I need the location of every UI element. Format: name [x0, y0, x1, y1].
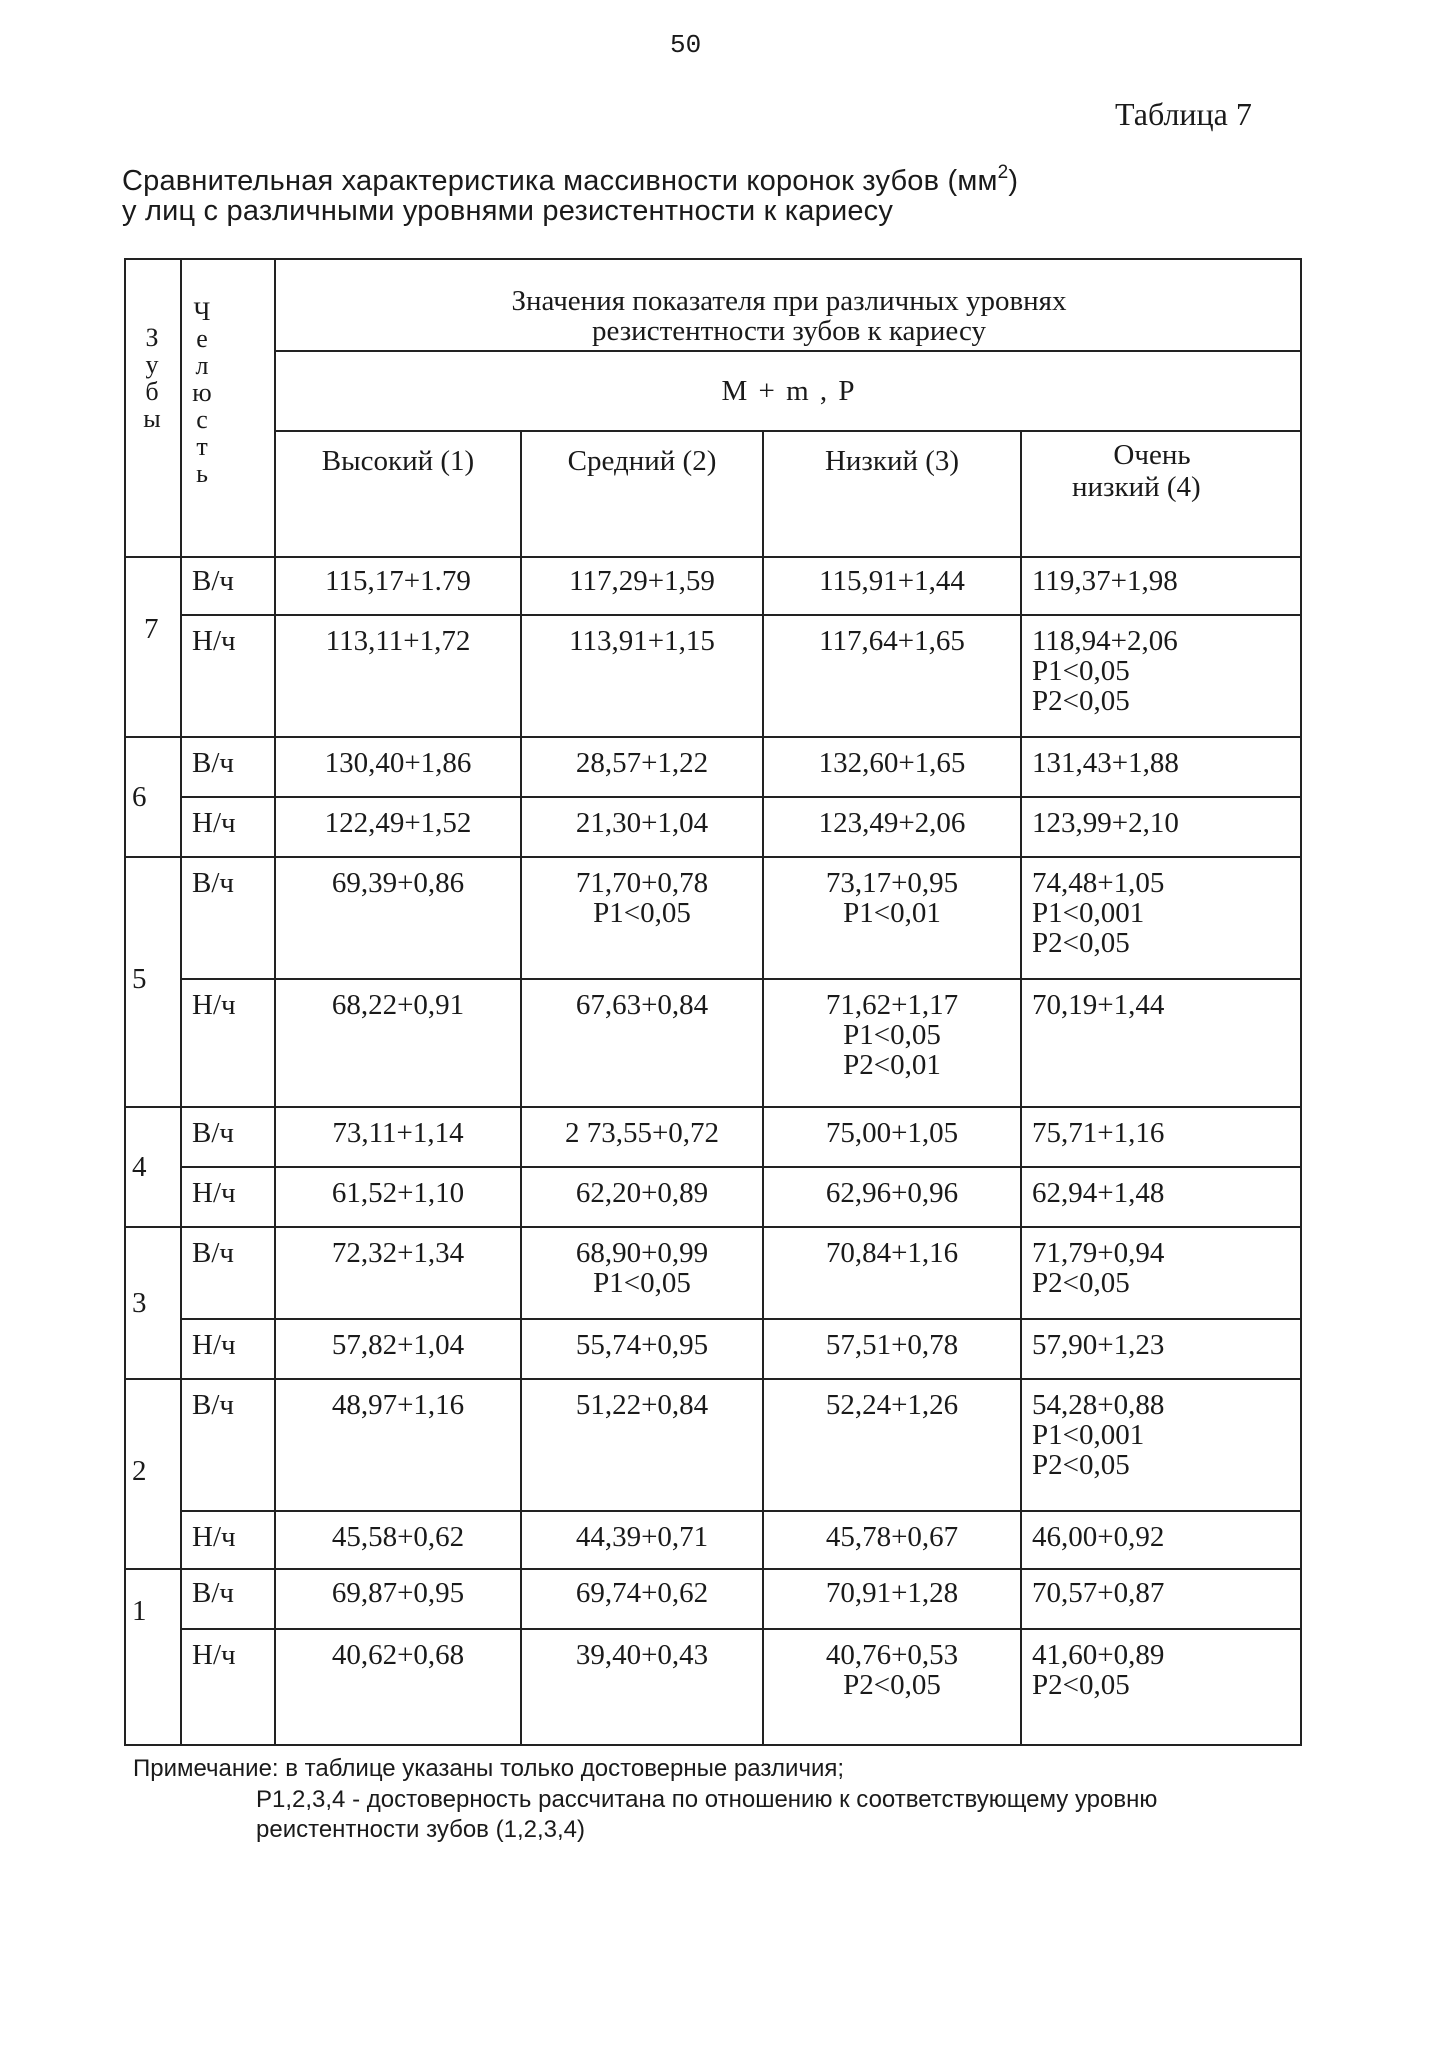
caption-line-2: у лиц с различными уровнями резистентности к кариесу — [122, 195, 894, 227]
value-cell — [764, 990, 1020, 1080]
value-cell — [276, 626, 520, 656]
value-text: 69,74+0,62 — [575, 1577, 709, 1609]
p-value-text: Р2<0,05 — [1032, 1669, 1130, 1701]
header-divider-2 — [274, 430, 1302, 432]
value-cell — [764, 626, 1020, 656]
jaw-cell: Н/ч — [192, 625, 236, 657]
value-cell — [276, 1118, 520, 1148]
tooth-number: 1 — [132, 1595, 147, 1627]
value-text: 62,96+0,96 — [825, 1177, 959, 1209]
value-text: 68,90+0,99 — [575, 1237, 709, 1269]
value-text: 51,22+0,84 — [575, 1389, 709, 1421]
p-value-text: Р2<0,05 — [1032, 685, 1130, 717]
value-text: 54,28+0,88 — [1032, 1389, 1165, 1421]
value-text: 41,60+0,89 — [1032, 1639, 1165, 1671]
p-value-text: Р1<0,05 — [1032, 655, 1130, 687]
value-cell — [522, 1390, 762, 1420]
value-cell — [522, 990, 762, 1020]
value-cell — [764, 808, 1020, 838]
value-text: 115,17+1.79 — [325, 565, 471, 597]
value-cell — [276, 566, 520, 596]
jaw-cell: В/ч — [192, 1389, 234, 1421]
jaw-cell: В/ч — [192, 1117, 234, 1149]
value-text: 113,91+1,15 — [569, 625, 715, 657]
value-cell — [522, 1238, 762, 1298]
tooth-column-divider — [180, 260, 182, 1746]
value-cell — [1032, 748, 1179, 778]
value-cell — [276, 1522, 520, 1552]
level-very-low-header-2: низкий (4) — [1072, 471, 1201, 503]
value-cell — [764, 1640, 1020, 1700]
value-cell — [276, 868, 520, 898]
value-text: 69,87+0,95 — [331, 1577, 465, 1609]
value-text: 131,43+1,88 — [1032, 747, 1179, 779]
p-value-text: Р2<0,01 — [843, 1049, 941, 1081]
value-text: 70,91+1,28 — [825, 1577, 959, 1609]
level-high-header: Высокий (1) — [321, 445, 475, 477]
p-value-text: Р2<0,05 — [1032, 1449, 1130, 1481]
value-text: 117,29+1,59 — [569, 565, 715, 597]
value-text: 57,90+1,23 — [1032, 1329, 1165, 1361]
value-cell — [1032, 1118, 1164, 1148]
value-cell — [522, 566, 762, 596]
level-low-header: Низкий (3) — [824, 445, 960, 477]
value-text: 44,39+0,71 — [575, 1521, 709, 1553]
value-text: 118,94+2,06 — [1032, 625, 1178, 657]
caption-line-1: Сравнительная характеристика массивности коронок зубов $(мм^2)$ — [122, 162, 1019, 197]
jaw-cell: Н/ч — [192, 1521, 236, 1553]
value-text: 70,84+1,16 — [825, 1237, 959, 1269]
p-value-text: Р2<0,05 — [1032, 927, 1130, 959]
value-cell — [764, 1118, 1020, 1148]
jaw-cell: Н/ч — [192, 807, 236, 839]
value-text: 71,62+1,17 — [825, 989, 959, 1021]
value-text: 123,49+2,06 — [818, 807, 966, 839]
value-cell — [522, 1118, 762, 1148]
value-text: 73,17+0,95 — [825, 867, 959, 899]
tooth-number: 5 — [132, 963, 147, 995]
jaw-cell: В/ч — [192, 565, 234, 597]
value-cell — [764, 1390, 1020, 1420]
p-value-text: Р1<0,05 — [593, 897, 691, 929]
value-text: 40,76+0,53 — [825, 1639, 959, 1671]
teeth-header: З у б ы — [143, 323, 161, 433]
value-cell — [764, 566, 1020, 596]
footnote-detail: Р1,2,3,4 - достоверность рассчитана по отношению к соответствующему уровню реистентности зубов (1,2,3,4) — [256, 1786, 1158, 1843]
value-cell — [764, 1330, 1020, 1360]
value-cell — [1032, 1390, 1164, 1480]
value-text: 40,62+0,68 — [331, 1639, 465, 1671]
jaw-cell: В/ч — [192, 1237, 234, 1269]
value-cell — [522, 626, 762, 656]
value-text: 119,37+1,98 — [1032, 565, 1178, 597]
value-text: 46,00+0,92 — [1032, 1521, 1165, 1553]
main-header-line-2: резистентности зубов к кариесу — [592, 315, 986, 347]
value-cell — [764, 1522, 1020, 1552]
value-cell — [1032, 808, 1179, 838]
value-cell — [522, 1578, 762, 1608]
jaw-cell: В/ч — [192, 867, 234, 899]
value-cell — [764, 748, 1020, 778]
value-cell — [276, 1578, 520, 1608]
table-label: Таблица 7 — [1115, 96, 1252, 132]
value-text: 132,60+1,65 — [818, 747, 966, 779]
table-caption — [122, 162, 1019, 227]
value-text: 117,64+1,65 — [819, 625, 965, 657]
jaw-cell: Н/ч — [192, 989, 236, 1021]
value-text: 71,79+0,94 — [1032, 1237, 1165, 1269]
jaw-cell: Н/ч — [192, 1177, 236, 1209]
value-cell — [1032, 1578, 1164, 1608]
value-cell — [276, 1330, 520, 1360]
value-cell — [522, 1640, 762, 1670]
footnote: Примечание: в таблице указаны только достоверные различия; — [133, 1755, 845, 1782]
value-cell — [522, 868, 762, 928]
value-text: 69,39+0,86 — [331, 867, 465, 899]
tooth-number: 7 — [144, 613, 159, 645]
header-divider-1 — [274, 350, 1302, 352]
value-text: 123,99+2,10 — [1032, 807, 1179, 839]
value-cell — [1032, 1640, 1164, 1700]
jaw-cell: Н/ч — [192, 1639, 236, 1671]
col-divider-3 — [1020, 430, 1022, 1746]
value-cell — [522, 1330, 762, 1360]
tooth-number: 3 — [132, 1287, 147, 1319]
value-text: 70,57+0,87 — [1032, 1577, 1165, 1609]
value-text: 122,49+1,52 — [324, 807, 472, 839]
p-value-text: Р2<0,05 — [1032, 1267, 1130, 1299]
value-cell — [764, 1238, 1020, 1268]
value-text: 39,40+0,43 — [575, 1639, 709, 1671]
value-cell — [522, 1522, 762, 1552]
value-cell — [1032, 1238, 1164, 1298]
page-number: 50 — [670, 30, 702, 60]
value-cell — [1032, 566, 1178, 596]
jaw-header: Ч е л ю с т ь — [192, 297, 212, 488]
jaw-cell: Н/ч — [192, 1329, 236, 1361]
value-text: 62,20+0,89 — [575, 1177, 709, 1209]
data-table — [124, 258, 1302, 1746]
value-text: 28,57+1,22 — [575, 747, 709, 779]
value-text: 52,24+1,26 — [825, 1389, 959, 1421]
value-text: 21,30+1,04 — [575, 807, 709, 839]
p-value-text: Р1<0,001 — [1032, 897, 1145, 929]
value-text: 67,63+0,84 — [575, 989, 709, 1021]
value-text: 70,19+1,44 — [1032, 989, 1165, 1021]
value-cell — [276, 1238, 520, 1268]
value-cell — [276, 808, 520, 838]
main-header-line-1: Значения показателя при различных уровнях — [511, 285, 1067, 317]
value-cell — [276, 748, 520, 778]
p-value-text: Р1<0,01 — [843, 897, 941, 929]
p-value-text: Р2<0,05 — [843, 1669, 941, 1701]
value-cell — [276, 1390, 520, 1420]
value-text: 113,11+1,72 — [325, 625, 471, 657]
value-text: 57,82+1,04 — [331, 1329, 465, 1361]
value-cell — [1032, 1178, 1164, 1208]
level-very-low-header-1: Очень — [1113, 439, 1191, 471]
value-text: 57,51+0,78 — [825, 1329, 959, 1361]
value-text: 75,71+1,16 — [1032, 1117, 1165, 1149]
value-text: 62,94+1,48 — [1032, 1177, 1165, 1209]
value-text: 73,11+1,14 — [332, 1117, 464, 1149]
value-cell — [1032, 626, 1178, 716]
p-value-text: Р1<0,001 — [1032, 1419, 1145, 1451]
value-text: 71,70+0,78 — [575, 867, 709, 899]
value-cell — [764, 868, 1020, 928]
stat-header: М + m , Р — [721, 375, 857, 407]
value-text: 68,22+0,91 — [331, 989, 465, 1021]
value-text: 72,32+1,34 — [331, 1237, 465, 1269]
value-cell — [522, 748, 762, 778]
p-value-text: Р1<0,05 — [593, 1267, 691, 1299]
p-value-text: Р1<0,05 — [843, 1019, 941, 1051]
value-text: 2 73,55+0,72 — [564, 1117, 720, 1149]
value-text: 74,48+1,05 — [1032, 867, 1165, 899]
value-text: 61,52+1,10 — [331, 1177, 465, 1209]
value-text: 75,00+1,05 — [825, 1117, 959, 1149]
value-cell — [764, 1178, 1020, 1208]
value-text: 55,74+0,95 — [575, 1329, 709, 1361]
jaw-cell: В/ч — [192, 1577, 234, 1609]
tooth-number: 2 — [132, 1455, 147, 1487]
value-cell — [276, 1640, 520, 1670]
level-medium-header: Средний (2) — [567, 445, 717, 477]
value-cell — [1032, 1330, 1164, 1360]
value-cell — [1032, 1522, 1164, 1552]
header-bottom-line — [126, 556, 1302, 558]
value-cell — [276, 990, 520, 1020]
value-text: 45,78+0,67 — [825, 1521, 959, 1553]
value-cell — [764, 1578, 1020, 1608]
value-text: 48,97+1,16 — [331, 1389, 465, 1421]
value-cell — [522, 1178, 762, 1208]
value-text: 45,58+0,62 — [331, 1521, 465, 1553]
value-cell — [1032, 990, 1164, 1020]
value-text: 115,91+1,44 — [819, 565, 965, 597]
value-text: 130,40+1,86 — [324, 747, 472, 779]
value-cell — [522, 808, 762, 838]
tooth-number: 6 — [132, 781, 147, 813]
tooth-number: 4 — [132, 1151, 147, 1183]
jaw-cell: В/ч — [192, 747, 234, 779]
value-cell — [276, 1178, 520, 1208]
value-cell — [1032, 868, 1164, 958]
